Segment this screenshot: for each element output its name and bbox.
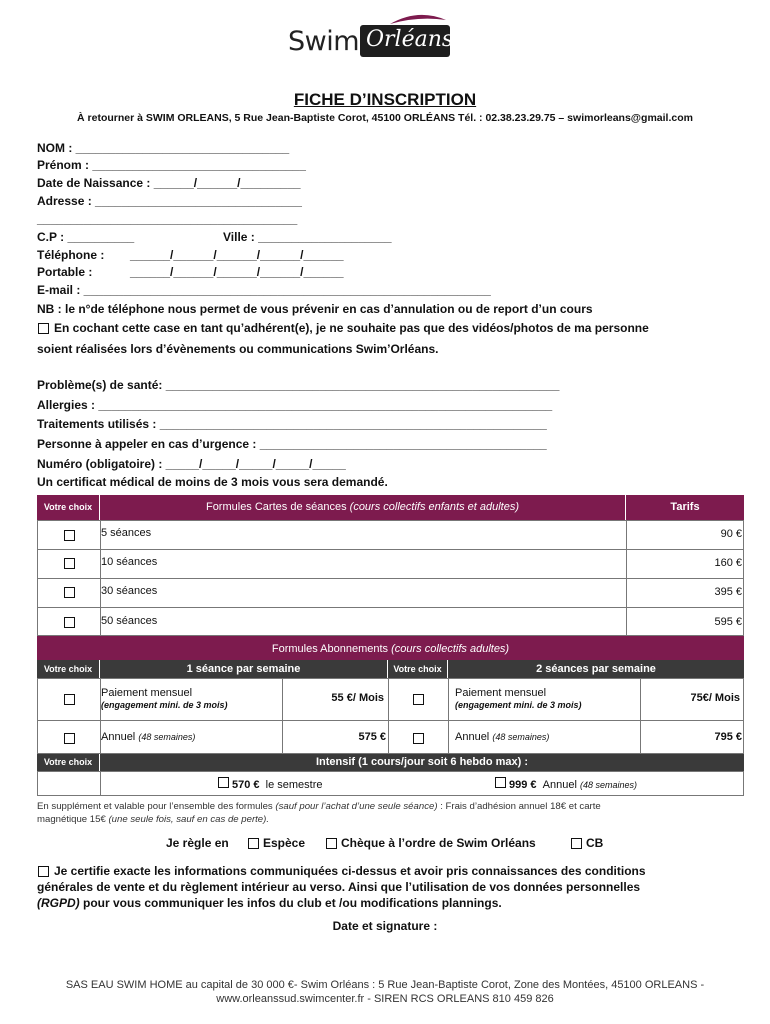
- abo-col-choix-1: Votre choix: [37, 660, 100, 678]
- abonnements-header: Formules Abonnements (cours collectifs adultes): [37, 636, 744, 660]
- allergies-field[interactable]: Allergies : ____________________________________________________________________: [37, 398, 553, 412]
- carte-10-label: 10 séances: [101, 556, 158, 568]
- urgence-field[interactable]: Personne à appeler en cas d’urgence : ___________________________________________: [37, 437, 547, 451]
- intensif-semestre-checkbox[interactable]: [218, 777, 229, 788]
- swim-orleans-logo: [288, 12, 458, 60]
- abo1-mensuel-checkbox[interactable]: [64, 694, 75, 705]
- carte-50-checkbox[interactable]: [64, 617, 75, 628]
- email-field[interactable]: E-mail : _____________________________________________________________: [37, 283, 491, 297]
- traitements-field[interactable]: Traitements utilisés : __________________________________________________________: [37, 417, 547, 431]
- certify-checkbox[interactable]: [38, 866, 49, 877]
- abo2-mensuel-label: Paiement mensuel: [455, 687, 547, 699]
- abo1-annuel-price: 575 €: [358, 731, 386, 743]
- abo2-annuel-price: 795 €: [714, 731, 742, 743]
- nom-field[interactable]: NOM : ________________________________: [37, 141, 290, 155]
- numero-field[interactable]: Numéro (obligatoire) : _____/_____/_____/_____/_____: [37, 457, 346, 471]
- telephone-field[interactable]: ______/______/______/______/______: [130, 248, 344, 262]
- espece-label: Espèce: [263, 836, 306, 850]
- abo-col-two: 2 séances par semaine: [536, 663, 656, 675]
- cheque-label: Chèque à l’ordre de Swim Orléans: [341, 836, 536, 850]
- cb-label: CB: [586, 836, 604, 850]
- intensif-annuel: 999 € Annuel (48 semaines): [509, 779, 638, 791]
- col-tarifs: Tarifs: [670, 501, 700, 513]
- abo2-mensuel-checkbox[interactable]: [413, 694, 424, 705]
- carte-30-label: 30 séances: [101, 585, 158, 597]
- portable-label: Portable :: [37, 265, 93, 279]
- sante-field[interactable]: Problème(s) de santé: ___________________________________________________________: [37, 378, 560, 392]
- abo2-annuel-checkbox[interactable]: [413, 733, 424, 744]
- abo2-annuel-label: Annuel (48 semaines): [455, 731, 550, 743]
- intensif-annuel-checkbox[interactable]: [495, 777, 506, 788]
- prenom-field[interactable]: Prénom : ________________________________: [37, 158, 306, 172]
- carte-50-price: 595 €: [714, 616, 742, 628]
- abo2-engagement: (engagement mini. de 3 mois): [455, 700, 582, 710]
- return-address: À retourner à SWIM ORLEANS, 5 Rue Jean-Baptiste Corot, 45100 ORLÉANS Tél. : 02.38.23.29.75 – swimorleans@gmail.com: [77, 112, 693, 124]
- birthdate-field[interactable]: Date de Naissance : ______/______/_________: [37, 176, 301, 190]
- certify-text-3: (RGPD) pour vous communiquer les infos du club et /ou modifications plannings.: [37, 896, 502, 910]
- abo1-annuel-label: Annuel (48 semaines): [101, 731, 196, 743]
- carte-10-price: 160 €: [714, 557, 742, 569]
- abo1-engagement: (engagement mini. de 3 mois): [101, 700, 228, 710]
- cp-field[interactable]: C.P : __________: [37, 230, 135, 244]
- abo1-annuel-checkbox[interactable]: [64, 733, 75, 744]
- address-field[interactable]: Adresse : _______________________________: [37, 194, 302, 208]
- supplement-note: En supplément et valable pour l’ensemble des formules (sauf pour l’achat d’une seule séance) : Frais d’adhésion annuel 18€ et carte magnétique 15€ (une seule fois, sauf en cas de perte).: [37, 801, 601, 825]
- carte-5-label: 5 séances: [101, 527, 152, 539]
- abo2-mensuel-price: 75€/ Mois: [690, 692, 740, 704]
- carte-5-checkbox[interactable]: [64, 530, 75, 541]
- abo1-mensuel-price: 55 €/ Mois: [331, 692, 384, 704]
- carte-10-checkbox[interactable]: [64, 558, 75, 569]
- footer-line-2: www.orleanssud.swimcenter.fr - SIREN RCS ORLEANS 810 459 826: [216, 993, 554, 1005]
- nb-note: NB : le n°de téléphone nous permet de vous prévenir en cas d’annulation ou de report d’un cours: [37, 302, 593, 316]
- logo-swim-text: Swim: [288, 26, 360, 57]
- logo-orleans-text: Orléans: [366, 27, 454, 52]
- page-title: FICHE D’INSCRIPTION: [293, 90, 477, 109]
- image-consent-text: En cochant cette case en tant qu’adhérent(e), je ne souhaite pas que des vidéos/photos de ma personne: [54, 321, 649, 335]
- certify-text-1: Je certifie exacte les informations communiquées ci-dessus et avoir pris connaissances des conditions: [54, 864, 646, 878]
- intensif-semestre: 570 € le semestre: [232, 779, 323, 791]
- abo1-mensuel-label: Paiement mensuel: [101, 687, 193, 699]
- cheque-checkbox[interactable]: [326, 838, 337, 849]
- espece-checkbox[interactable]: [248, 838, 259, 849]
- carte-30-price: 395 €: [714, 586, 742, 598]
- col-formules: Formules Cartes de séances (cours collectifs enfants et adultes): [100, 495, 626, 520]
- certify-text-2: générales de vente et du règlement intérieur au verso. Ainsi que l’utilisation de vos données personnelles: [37, 880, 641, 894]
- carte-50-label: 50 séances: [101, 615, 158, 627]
- date-signature-label: Date et signature :: [332, 919, 438, 933]
- abo-col-one: 1 séance par semaine: [100, 660, 388, 678]
- address-line-2[interactable]: _______________________________________: [37, 212, 298, 226]
- telephone-label: Téléphone :: [37, 248, 105, 262]
- certificat-note: Un certificat médical de moins de 3 mois vous sera demandé.: [37, 475, 388, 489]
- image-consent-checkbox[interactable]: [38, 323, 49, 334]
- portable-field[interactable]: ______/______/______/______/______: [130, 265, 344, 279]
- cb-checkbox[interactable]: [571, 838, 582, 849]
- intensif-col-choix: Votre choix: [37, 754, 100, 771]
- carte-30-checkbox[interactable]: [64, 587, 75, 598]
- abo-col-choix-2: Votre choix: [388, 660, 448, 678]
- payment-label: Je règle en: [166, 836, 229, 850]
- carte-5-price: 90 €: [720, 528, 742, 540]
- footer-line-1: SAS EAU SWIM HOME au capital de 30 000 €- Swim Orléans : 5 Rue Jean-Baptiste Corot, Zone des Montées, 45100 ORLEANS -: [65, 979, 705, 991]
- ville-field[interactable]: Ville : ____________________: [223, 230, 392, 244]
- intensif-header: Intensif (1 cours/jour soit 6 hebdo max) :: [315, 756, 529, 768]
- image-consent-text-2: soient réalisées lors d’évènements ou communications Swim’Orléans.: [37, 342, 439, 356]
- col-choix: Votre choix: [37, 495, 100, 520]
